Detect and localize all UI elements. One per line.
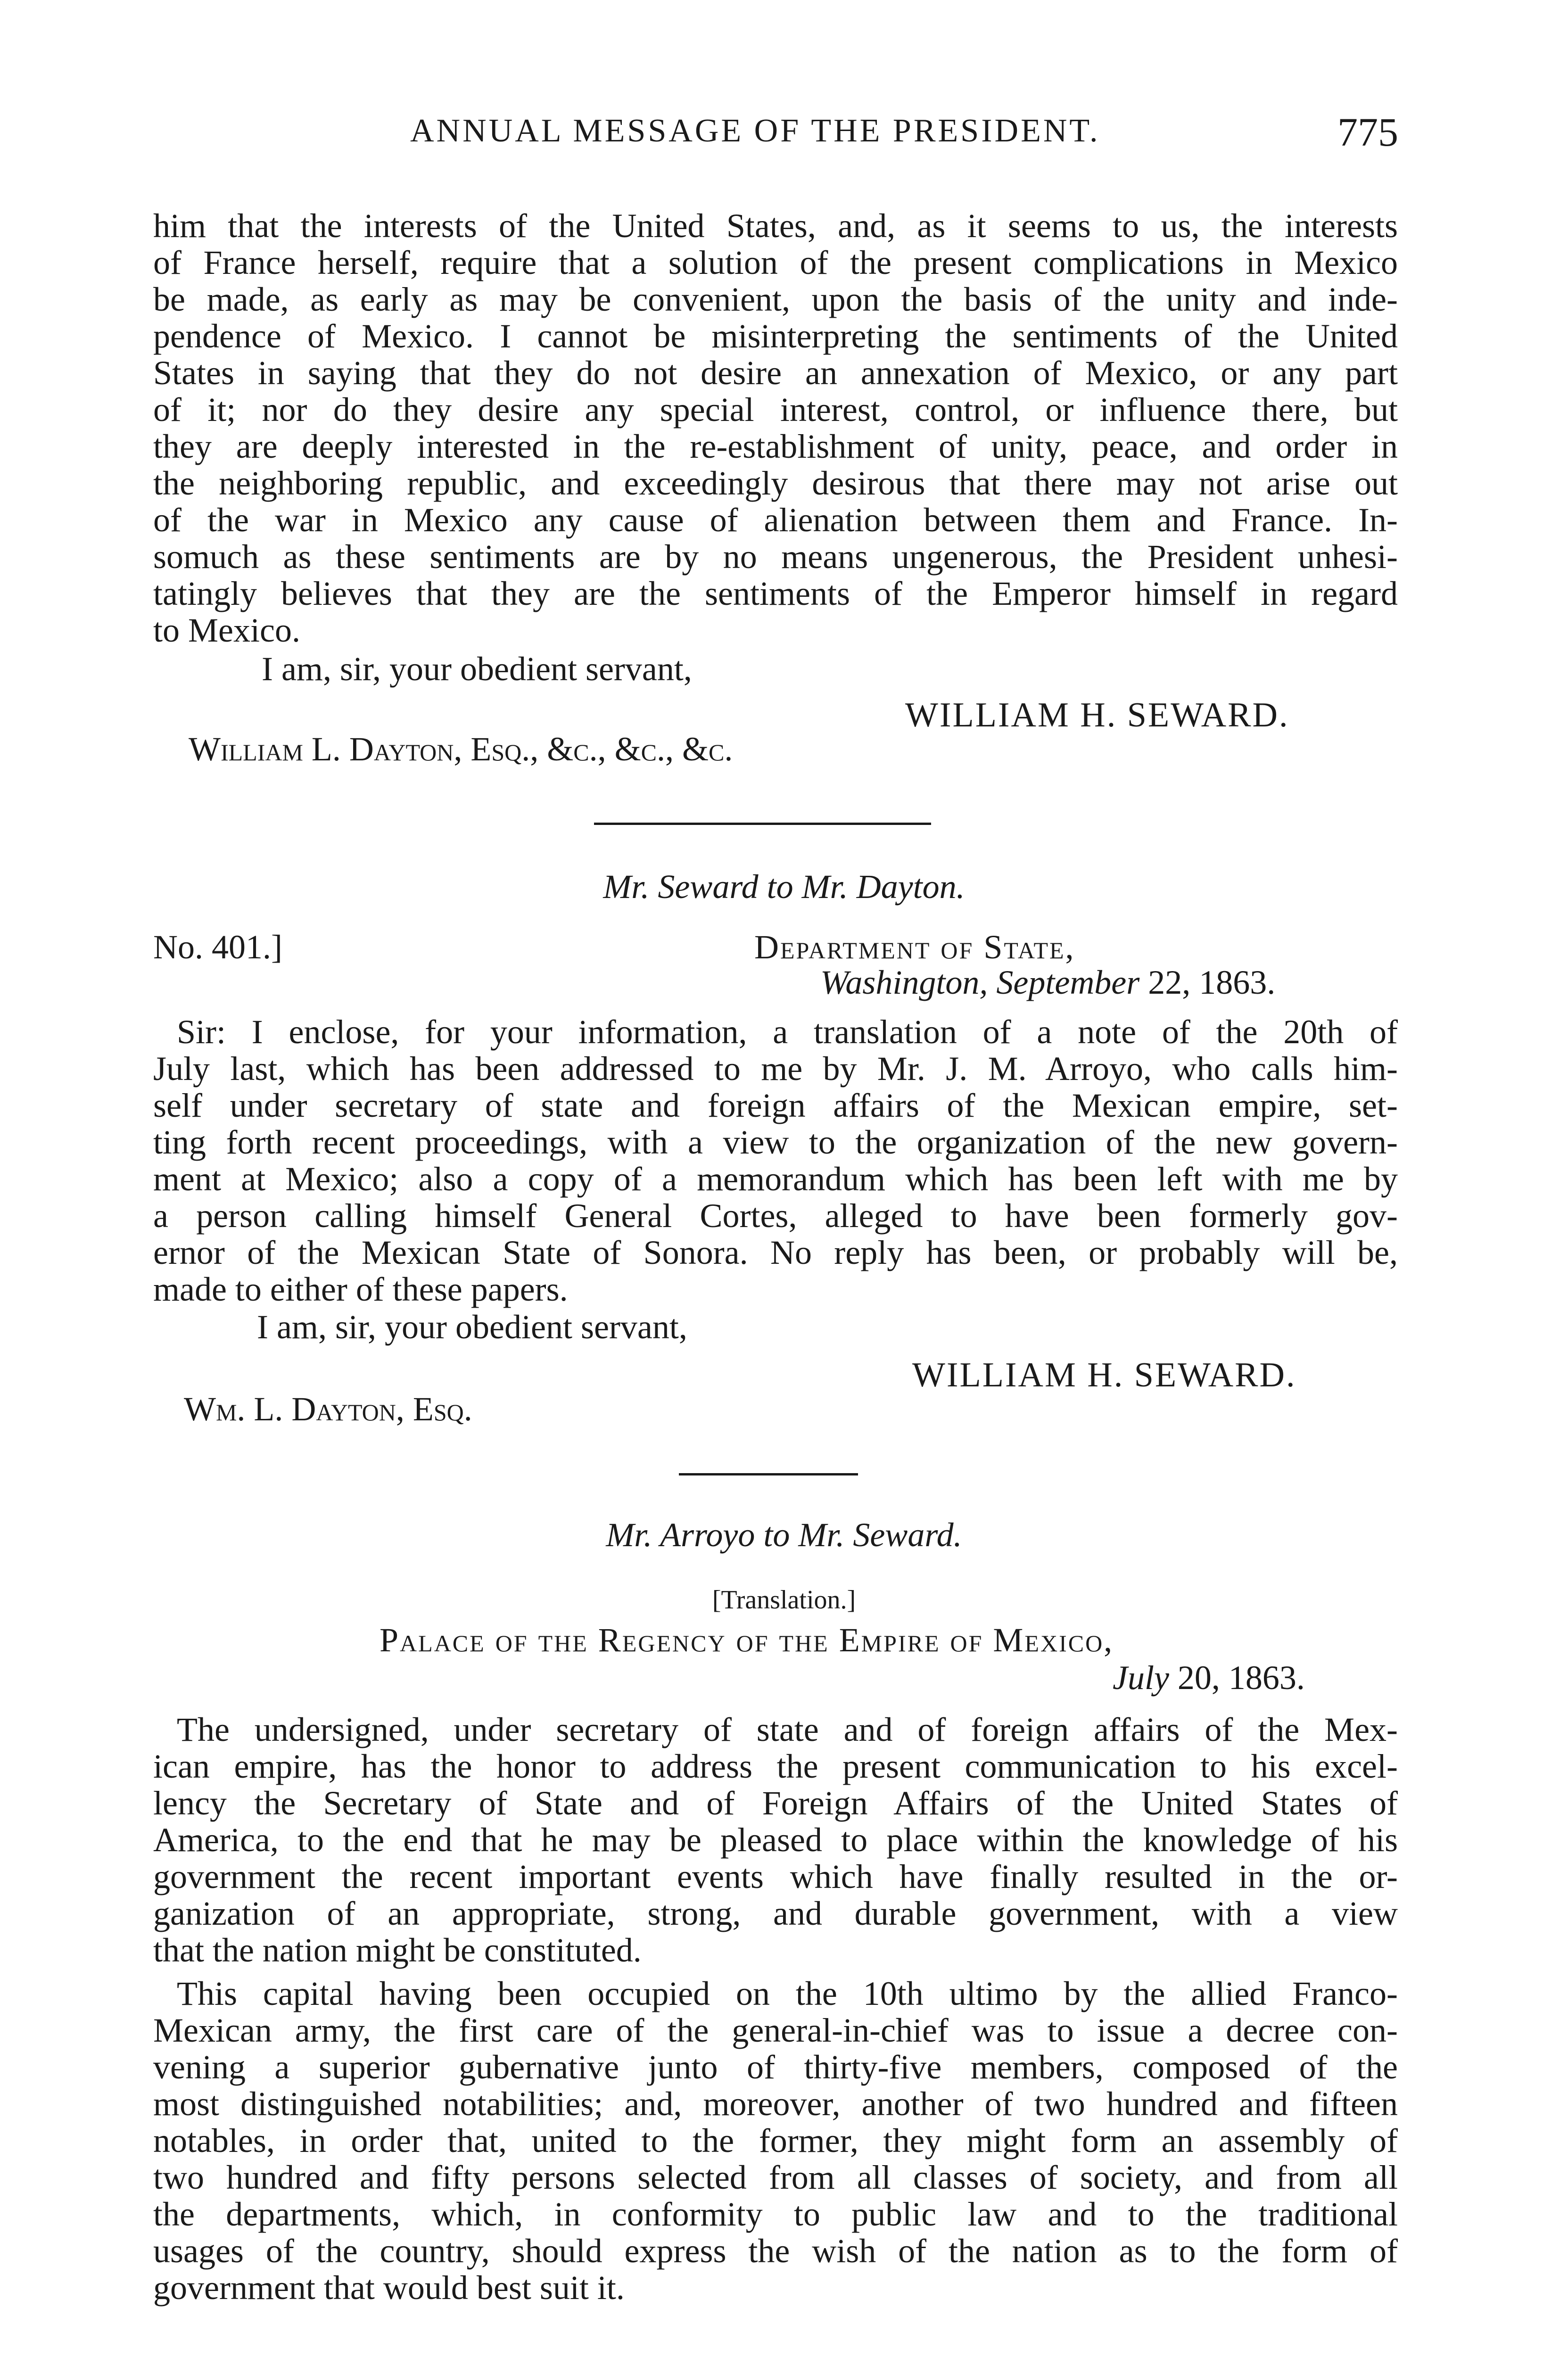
text-line: the departments, which, in conformity to public law and to the traditional	[153, 2195, 1398, 2233]
text-line: The undersigned, under secretary of state and of foreign affairs of the Mex-	[177, 1711, 1398, 1748]
text-line: This capital having been occupied on the 10th ultimo by the allied Franco-	[177, 1975, 1398, 2012]
text-line: of it; nor do they desire any special interest, control, or influence there, but	[153, 391, 1398, 429]
letter-title: Mr. Arroyo to Mr. Seward.	[606, 1516, 962, 1554]
text-line: government the recent important events which have finally resulted in the or-	[153, 1858, 1398, 1895]
text-line: notables, in order that, united to the former, they might form an assembly of	[153, 2122, 1398, 2159]
letter-number: No. 401.]	[153, 928, 282, 966]
letter-dateline	[820, 964, 1275, 1001]
text-line: him that the interests of the United States, and, as it seems to us, the interests	[153, 207, 1398, 245]
dateline-date: 22, 1863.	[1148, 964, 1276, 1001]
department-heading: Department of State,	[754, 928, 1075, 966]
text-line: that the nation might be constituted.	[153, 1931, 642, 1969]
text-line: a person calling himself General Cortes, alleged to have been formerly gov-	[153, 1197, 1398, 1235]
text-line: lency the Secretary of State and of Foreign Affairs of the United States of	[153, 1784, 1398, 1822]
signature: WILLIAM H. SEWARD.	[905, 696, 1289, 734]
text-line: be made, as early as may be convenient, upon the basis of the unity and inde-	[153, 280, 1398, 318]
text-line: most distinguished notabilities; and, moreover, another of two hundred and fifteen	[153, 2085, 1398, 2123]
text-line: vening a superior gubernative junto of thirty-five members, composed of the	[153, 2048, 1398, 2086]
letter-title: Mr. Seward to Mr. Dayton.	[603, 868, 965, 906]
text-line: Sir: I enclose, for your information, a translation of a note of the 20th of	[177, 1013, 1398, 1051]
translation-note: [Translation.]	[712, 1585, 856, 1615]
dateline-date: 20, 1863.	[1177, 1659, 1305, 1697]
text-line: somuch as these sentiments are by no means ungenerous, the President unhesi-	[153, 538, 1398, 576]
dateline-place: Washington, September	[820, 964, 1140, 1001]
text-line: usages of the country, should express the wish of the nation as to the form of	[153, 2232, 1398, 2270]
text-line: self under secretary of state and foreign affairs of the Mexican empire, set-	[153, 1087, 1398, 1124]
section-divider	[679, 1473, 858, 1475]
text-line: they are deeply interested in the re-establishment of unity, peace, and order in	[153, 428, 1398, 465]
text-line: tatingly believes that they are the sentiments of the Emperor himself in regard	[153, 575, 1398, 612]
closing: I am, sir, your obedient servant,	[257, 1308, 687, 1346]
section-divider	[594, 823, 931, 825]
place-heading: Palace of the Regency of the Empire of Mexico,	[380, 1621, 1114, 1659]
text-line: ernor of the Mexican State of Sonora. No reply has been, or probably will be,	[153, 1234, 1398, 1271]
text-line: America, to the end that he may be pleased to place within the knowledge of his	[153, 1821, 1398, 1859]
text-line: ganization of an appropriate, strong, and durable government, with a view	[153, 1895, 1398, 1932]
text-line: July last, which has been addressed to me by Mr. J. M. Arroyo, who calls him-	[153, 1050, 1398, 1088]
text-line: government that would best suit it.	[153, 2269, 625, 2307]
text-line: pendence of Mexico. I cannot be misinterpreting the sentiments of the United	[153, 317, 1398, 355]
addressee: Wm. L. Dayton, Esq.	[184, 1390, 472, 1428]
text-line: made to either of these papers.	[153, 1270, 568, 1308]
dateline-month: July	[1113, 1659, 1169, 1697]
page-number: 775	[1337, 109, 1398, 155]
text-line: ican empire, has the honor to address the present communication to his excel-	[153, 1747, 1398, 1785]
addressee: William L. Dayton, Esq., &c., &c., &c.	[189, 730, 733, 768]
letter-dateline	[1113, 1659, 1305, 1696]
text-line: ment at Mexico; also a copy of a memorandum which has been left with me by	[153, 1160, 1398, 1198]
text-line: to Mexico.	[153, 611, 300, 649]
text-line: of the war in Mexico any cause of alienation between them and France. In-	[153, 501, 1398, 539]
closing: I am, sir, your obedient servant,	[262, 650, 692, 688]
text-line: the neighboring republic, and exceedingly desirous that there may not arise out	[153, 464, 1398, 502]
text-line: of France herself, require that a solution of the present complications in Mexico	[153, 244, 1398, 281]
text-line: two hundred and fifty persons selected from all classes of society, and from all	[153, 2159, 1398, 2196]
running-title: ANNUAL MESSAGE OF THE PRESIDENT.	[410, 113, 1100, 149]
signature: WILLIAM H. SEWARD.	[912, 1356, 1296, 1394]
text-line: Mexican army, the first care of the general-in-chief was to issue a decree con-	[153, 2011, 1398, 2049]
text-line: ting forth recent proceedings, with a view to the organization of the new govern-	[153, 1123, 1398, 1161]
text-line: States in saying that they do not desire an annexation of Mexico, or any part	[153, 354, 1398, 392]
